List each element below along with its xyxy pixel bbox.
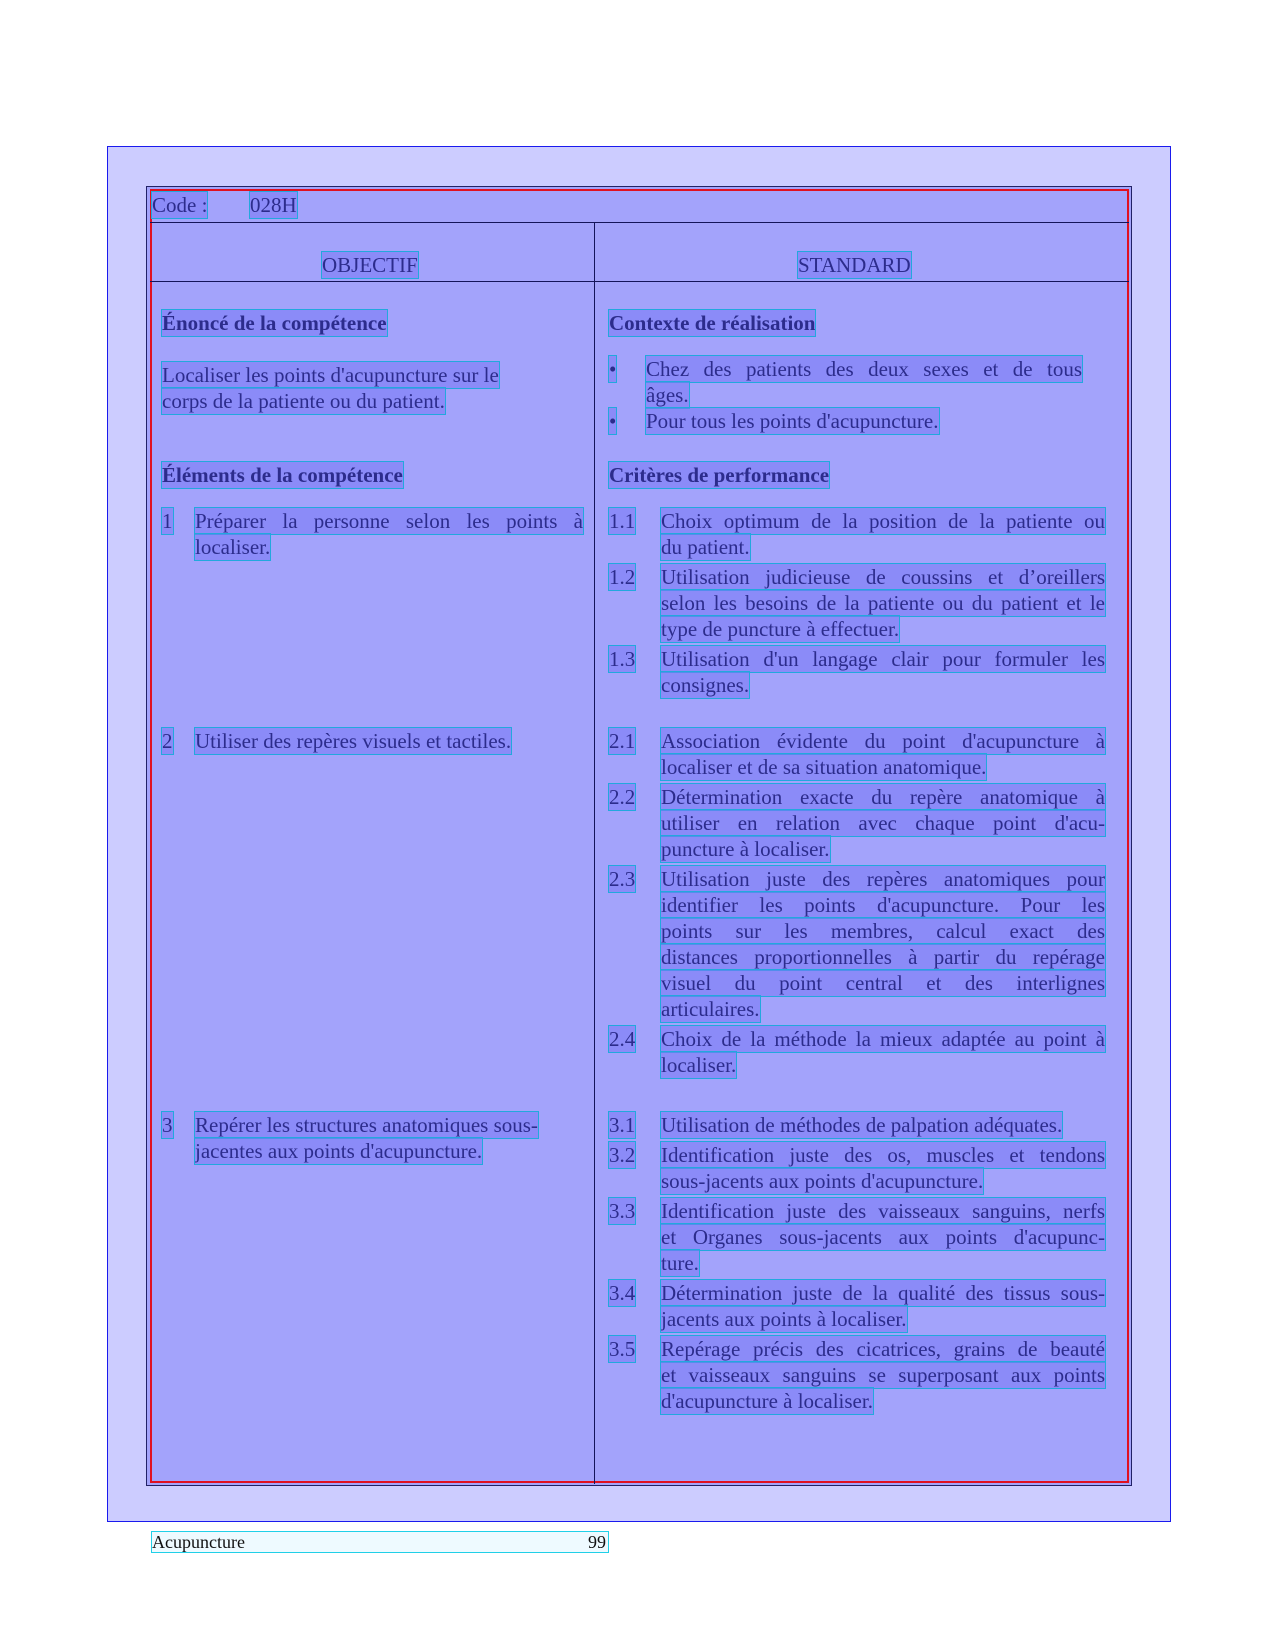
criterion-line: sous-jacents aux points d'acupuncture. bbox=[661, 1169, 984, 1193]
contexte-line: âges. bbox=[646, 383, 689, 407]
contexte-heading: Contexte de réalisation bbox=[609, 311, 816, 335]
criterion-line: puncture à localiser. bbox=[661, 837, 830, 861]
criterion-line: localiser. bbox=[661, 1053, 737, 1077]
criterion-line: Utilisation juste des repères anatomiques pour bbox=[661, 867, 1105, 891]
criterion-line: Utilisation d'un langage clair pour formuler les bbox=[661, 647, 1105, 671]
column-separator bbox=[594, 222, 595, 1484]
criterion-line: identifier les points d'acupuncture. Pour les bbox=[661, 893, 1105, 917]
contexte-line: Pour tous les points d'acupuncture. bbox=[646, 409, 939, 433]
criterion-line: Association évidente du point d'acupuncture à bbox=[661, 729, 1105, 753]
criterion-line: localiser et de sa situation anatomique. bbox=[661, 755, 987, 779]
element-line: Repérer les structures anatomiques sous- bbox=[195, 1113, 538, 1137]
criterion-line: Choix de la méthode la mieux adaptée au point à bbox=[661, 1027, 1105, 1051]
criterion-line: selon les besoins de la patiente ou du patient et le bbox=[661, 591, 1105, 615]
element-number: 2 bbox=[162, 729, 173, 753]
criterion-line: du patient. bbox=[661, 535, 750, 559]
criterion-number: 3.1 bbox=[609, 1113, 636, 1137]
page-number: 99 bbox=[588, 1532, 606, 1552]
criteres-heading: Critères de performance bbox=[609, 463, 830, 487]
elements-heading: Éléments de la compétence bbox=[162, 463, 403, 487]
criterion-number: 2.2 bbox=[609, 785, 636, 809]
column-standard: STANDARD bbox=[798, 253, 911, 277]
element-number: 3 bbox=[162, 1113, 173, 1137]
criterion-line: Identification juste des os, muscles et tendons bbox=[661, 1143, 1105, 1167]
criterion-line: ture. bbox=[661, 1251, 699, 1275]
criterion-line: Identification juste des vaisseaux sanguins, nerfs bbox=[661, 1199, 1105, 1223]
bullet-icon: • bbox=[609, 357, 617, 381]
criterion-line: distances proportionnelles à partir du repérage bbox=[661, 945, 1105, 969]
criterion-line: et Organes sous-jacents aux points d'acupunc- bbox=[661, 1225, 1105, 1249]
criterion-line: jacents aux points à localiser. bbox=[661, 1307, 907, 1331]
criterion-line: et vaisseaux sanguins se superposant aux points bbox=[661, 1363, 1105, 1387]
criterion-line: Détermination juste de la qualité des tissus sous- bbox=[661, 1281, 1105, 1305]
footer-title: Acupuncture bbox=[152, 1532, 245, 1552]
column-objectif: OBJECTIF bbox=[322, 253, 418, 277]
code-label: Code : bbox=[152, 193, 208, 217]
criterion-line: articulaires. bbox=[661, 997, 760, 1021]
criterion-line: type de puncture à effectuer. bbox=[661, 617, 900, 641]
criterion-line: Choix optimum de la position de la patiente ou bbox=[661, 509, 1105, 533]
element-line: Préparer la personne selon les points à bbox=[195, 509, 583, 533]
criterion-number: 2.3 bbox=[609, 867, 636, 891]
criterion-line: Utilisation judicieuse de coussins et d’oreillers bbox=[661, 565, 1105, 589]
enonce-heading: Énoncé de la compétence bbox=[162, 311, 387, 335]
criterion-number: 3.5 bbox=[609, 1337, 636, 1361]
criterion-number: 3.4 bbox=[609, 1281, 636, 1305]
criterion-number: 2.1 bbox=[609, 729, 636, 753]
enonce-line: corps de la patiente ou du patient. bbox=[162, 389, 445, 413]
bullet-icon: • bbox=[609, 409, 617, 433]
criterion-line: utiliser en relation avec chaque point d'acu- bbox=[661, 811, 1105, 835]
columns-divider bbox=[150, 281, 1129, 282]
element-line: Utiliser des repères visuels et tactiles. bbox=[195, 729, 512, 753]
criterion-number: 3.3 bbox=[609, 1199, 636, 1223]
contexte-line: Chez des patients des deux sexes et de tous bbox=[646, 357, 1082, 381]
criterion-line: points sur les membres, calcul exact des bbox=[661, 919, 1105, 943]
criterion-line: Utilisation de méthodes de palpation adéquates. bbox=[661, 1113, 1063, 1137]
page-footer bbox=[152, 1532, 608, 1552]
element-line: localiser. bbox=[195, 535, 271, 559]
criterion-line: Repérage précis des cicatrices, grains de beauté bbox=[661, 1337, 1105, 1361]
criterion-number: 1.3 bbox=[609, 647, 636, 671]
criterion-line: consignes. bbox=[661, 673, 750, 697]
criterion-line: Détermination exacte du repère anatomique à bbox=[661, 785, 1105, 809]
element-number: 1 bbox=[162, 509, 173, 533]
criterion-number: 3.2 bbox=[609, 1143, 636, 1167]
criterion-number: 1.1 bbox=[609, 509, 636, 533]
criterion-number: 1.2 bbox=[609, 565, 636, 589]
code-value: 028H bbox=[250, 193, 297, 217]
criterion-line: d'acupuncture à localiser. bbox=[661, 1389, 873, 1413]
criterion-number: 2.4 bbox=[609, 1027, 636, 1051]
element-line: jacentes aux points d'acupuncture. bbox=[195, 1139, 483, 1163]
header-divider bbox=[150, 222, 1129, 223]
enonce-line: Localiser les points d'acupuncture sur le bbox=[162, 363, 499, 387]
criterion-line: visuel du point central et des interlignes bbox=[661, 971, 1105, 995]
